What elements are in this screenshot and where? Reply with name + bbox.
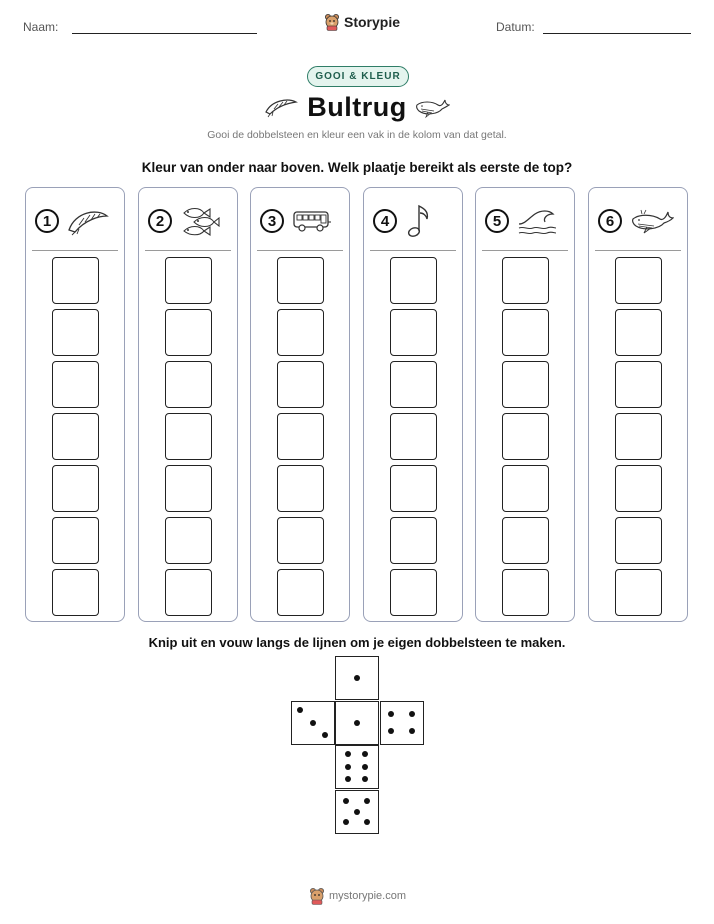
die-face-3	[291, 701, 335, 745]
footer	[309, 887, 406, 905]
column-number: 4	[373, 209, 397, 233]
die-pip	[354, 675, 360, 681]
column-6	[588, 187, 688, 622]
column-header	[373, 202, 455, 240]
die-pip	[345, 751, 351, 757]
color-box[interactable]	[390, 569, 437, 616]
column-5	[475, 187, 575, 622]
name-line[interactable]	[72, 33, 257, 34]
color-box[interactable]	[502, 569, 549, 616]
die-pip	[345, 764, 351, 770]
die-pip	[343, 819, 349, 825]
die-pip	[362, 764, 368, 770]
fish-school-icon	[180, 205, 220, 237]
column-3	[250, 187, 350, 622]
die-pip	[409, 711, 415, 717]
storypie-bear-icon	[324, 13, 340, 31]
column-divider	[370, 250, 456, 251]
color-box[interactable]	[52, 465, 99, 512]
bus-icon	[292, 208, 332, 234]
title-krill-icon	[264, 96, 298, 123]
column-divider	[257, 250, 343, 251]
color-box[interactable]	[615, 309, 662, 356]
color-box[interactable]	[615, 361, 662, 408]
column-header	[35, 202, 117, 240]
color-box[interactable]	[615, 413, 662, 460]
color-box[interactable]	[277, 361, 324, 408]
color-box[interactable]	[502, 309, 549, 356]
die-face-4	[380, 701, 424, 745]
color-box[interactable]	[390, 465, 437, 512]
color-box[interactable]	[390, 309, 437, 356]
column-2	[138, 187, 238, 622]
column-number: 5	[485, 209, 509, 233]
color-box[interactable]	[165, 361, 212, 408]
color-box[interactable]	[277, 257, 324, 304]
die-face-1	[335, 701, 379, 745]
color-box[interactable]	[165, 309, 212, 356]
title-whale-icon	[414, 95, 450, 124]
color-box[interactable]	[277, 413, 324, 460]
date-label: Datum:	[496, 20, 535, 34]
color-box[interactable]	[165, 257, 212, 304]
page-title: Bultrug	[307, 92, 407, 122]
column-number: 1	[35, 209, 59, 233]
die-pip	[364, 798, 370, 804]
die-face-1	[335, 656, 379, 700]
color-box[interactable]	[615, 257, 662, 304]
color-box[interactable]	[390, 517, 437, 564]
color-box[interactable]	[277, 465, 324, 512]
die-face-6	[335, 745, 379, 789]
color-box[interactable]	[165, 413, 212, 460]
cut-instruction: Knip uit en vouw langs de lijnen om je eigen dobbelsteen te maken.	[148, 635, 566, 650]
column-header	[598, 202, 680, 240]
die-pip	[345, 776, 351, 782]
die-pip	[322, 732, 328, 738]
die-pip	[354, 720, 360, 726]
brand-logo	[324, 13, 400, 31]
column-number: 3	[260, 209, 284, 233]
game-type-badge: GOOI & KLEUR	[307, 66, 409, 87]
color-box[interactable]	[502, 465, 549, 512]
column-header	[485, 202, 567, 240]
color-box[interactable]	[502, 257, 549, 304]
color-box[interactable]	[390, 257, 437, 304]
color-box[interactable]	[165, 465, 212, 512]
footer-url: mystorypie.com	[329, 890, 407, 902]
color-box[interactable]	[165, 517, 212, 564]
die-pip	[362, 776, 368, 782]
color-box[interactable]	[52, 569, 99, 616]
color-box[interactable]	[165, 569, 212, 616]
column-1	[25, 187, 125, 622]
name-label: Naam:	[23, 20, 59, 34]
wave-icon	[517, 206, 557, 236]
color-box[interactable]	[52, 361, 99, 408]
die-face-5	[335, 790, 379, 834]
column-number: 2	[148, 209, 172, 233]
music-note-icon	[405, 203, 435, 239]
column-number: 6	[598, 209, 622, 233]
brand-name: Storypie	[344, 14, 401, 30]
die-pip	[297, 707, 303, 713]
color-box[interactable]	[615, 465, 662, 512]
whale-icon	[630, 207, 674, 235]
column-header	[260, 202, 342, 240]
column-divider	[482, 250, 568, 251]
subtitle: Gooi de dobbelsteen en kleur een vak in de kolom van dat getal.	[207, 129, 507, 141]
color-box[interactable]	[390, 361, 437, 408]
column-4	[363, 187, 463, 622]
die-pip	[388, 728, 394, 734]
column-header	[148, 202, 230, 240]
color-box[interactable]	[277, 569, 324, 616]
column-divider	[595, 250, 681, 251]
die-pip	[388, 711, 394, 717]
color-box[interactable]	[52, 309, 99, 356]
color-box[interactable]	[615, 569, 662, 616]
date-line[interactable]	[543, 33, 691, 34]
column-divider	[32, 250, 118, 251]
color-box[interactable]	[615, 517, 662, 564]
color-box[interactable]	[52, 517, 99, 564]
color-box[interactable]	[52, 413, 99, 460]
die-pip	[354, 809, 360, 815]
die-pip	[310, 720, 316, 726]
krill-icon	[67, 206, 109, 236]
die-pip	[409, 728, 415, 734]
color-box[interactable]	[390, 413, 437, 460]
die-pip	[364, 819, 370, 825]
color-box[interactable]	[277, 309, 324, 356]
die-pip	[362, 751, 368, 757]
color-box[interactable]	[502, 413, 549, 460]
column-divider	[145, 250, 231, 251]
color-box[interactable]	[502, 361, 549, 408]
storypie-bear-icon	[309, 887, 325, 905]
color-box[interactable]	[502, 517, 549, 564]
die-pip	[343, 798, 349, 804]
instruction: Kleur van onder naar boven. Welk plaatje bereikt als eerste de top?	[141, 160, 573, 175]
color-box[interactable]	[277, 517, 324, 564]
color-box[interactable]	[52, 257, 99, 304]
